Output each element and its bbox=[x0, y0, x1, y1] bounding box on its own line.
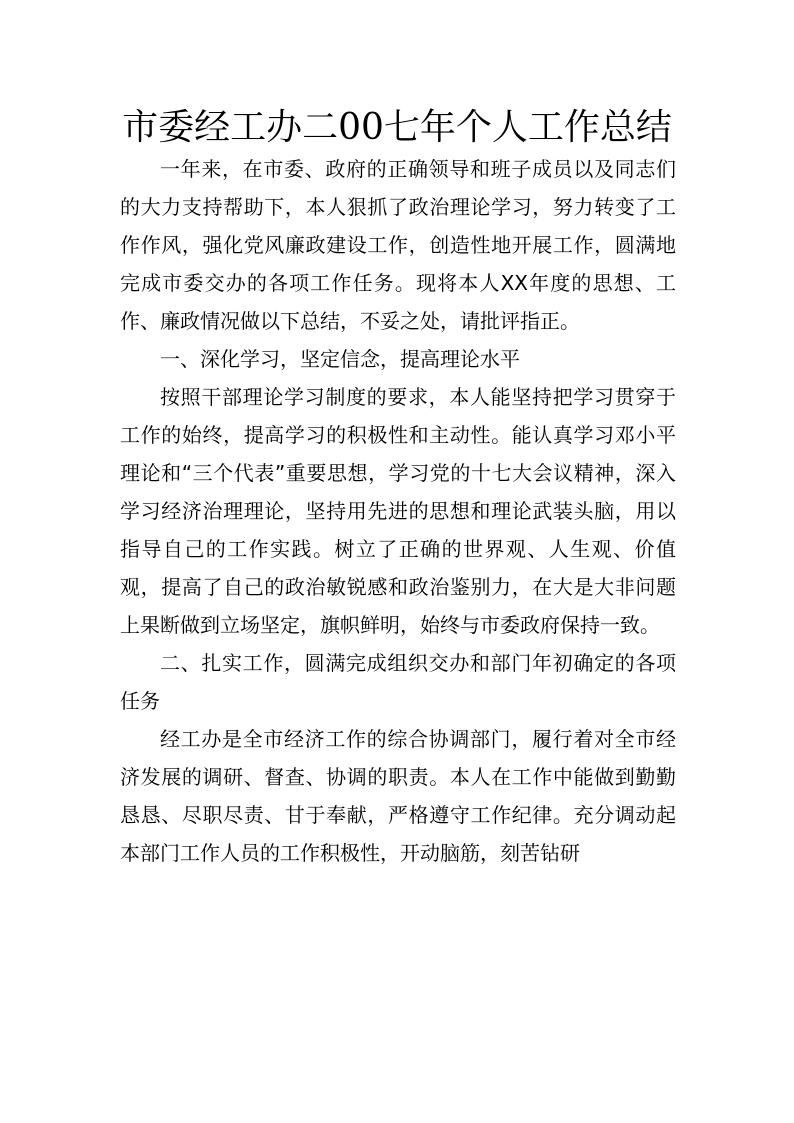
paragraph-work: 经工办是全市经济工作的综合协调部门，履行着对全市经济发展的调研、督查、协调的职责。本人在工作中能做到勤勤恳恳、尽职尽责、甘于奉献，严格遵守工作纪律。充分调动起本部门工作人员的工作积极性，开动脑筋，刻苦钻研 bbox=[120, 727, 676, 865]
document-title: 市委经工办二00七年个人工作总结 bbox=[122, 107, 672, 148]
section-heading-1: 一、深化学习，坚定信念，提高理论水平 bbox=[160, 347, 520, 371]
paragraph-study: 按照干部理论学习制度的要求，本人能坚持把学习贯穿于工作的始终，提高学习的积极性和主动性。能认真学习邓小平理论和“三个代表”重要思想，学习党的十七大会议精神，深入学习经济治理理论，坚持用先进的思想和理论武装头脑，用以指导自己的工作实践。树立了正确的世界观、人生观、价值观，提高了自己的政治敏锐感和政治鉴别力，在大是大非问题上果断做到立场坚定，旗帜鲜明，始终与市委政府保持一致。 bbox=[120, 385, 676, 637]
paragraph-intro: 一年来，在市委、政府的正确领导和班子成员以及同志们的大力支持帮助下，本人狠抓了政治理论学习，努力转变了工作作风，强化党风廉政建设工作，创造性地开展工作，圆满地完成市委交办的各项工作任务。现将本人XX年度的思想、工作、廉政情况做以下总结，不妥之处，请批评指正。 bbox=[120, 157, 676, 333]
section-heading-2: 二、扎实工作，圆满完成组织交办和部门年初确定的各项任务 bbox=[120, 651, 676, 713]
document-body bbox=[120, 150, 676, 872]
